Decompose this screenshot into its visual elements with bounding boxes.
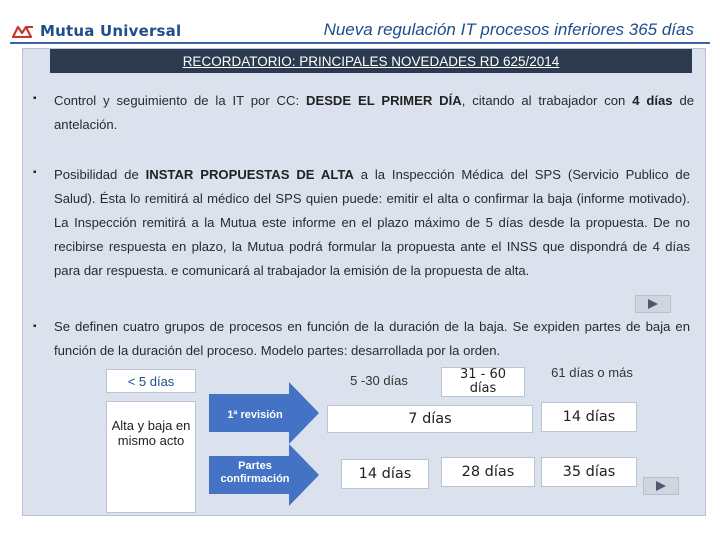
cell-confirm-35-dias: 35 días	[541, 457, 637, 487]
header-31-60-days: 31 - 60 días	[441, 367, 525, 397]
logo-text: Mutua Universal	[40, 22, 182, 40]
bullet-1-bold: DESDE EL PRIMER DÍA	[306, 93, 462, 108]
bullet-1-text	[54, 89, 694, 137]
bullet-2-text	[54, 163, 690, 283]
bullet-marker: ▪	[33, 321, 37, 332]
bullet-marker: ▪	[33, 167, 37, 178]
bullet-1-part: de antelación.	[54, 93, 695, 132]
play-button[interactable]	[635, 295, 671, 313]
arrow-label-confirmation: Partes confirmación	[220, 460, 290, 485]
bullet-1-bold: 4 días	[632, 93, 673, 108]
bullet-3-text: Se definen cuatro grupos de procesos en función de la duración de la baja. Se expiden partes de baja en función de la duración del proceso. Modelo partes: desarrollada por la orden.	[54, 319, 690, 358]
arrow-label-revision: 1ª revisión	[227, 409, 283, 421]
bullet-2-part: a la Inspección Médica del SPS (Servicio Publico de Salud). Ésta lo remitirá al médico del SPS quien puede: emitir el alta o confirmar la baja (informe motivado). La Inspección remitirá a la Mutua este informe en el plazo máximo de 5 días desde la propuesta. De no recibirse respuesta en plazo, la Mutua podrá formular la propuesta ante el INSS que dispondrá de 4 días para dar respuesta. e comunicará al trabajador la emisión de la propuesta de alta.	[54, 167, 690, 278]
page-title: Nueva regulación IT procesos inferiores 365 días	[323, 20, 694, 39]
bullet-1-part: , citando al trabajador con	[461, 93, 633, 108]
cell-alta-baja: Alta y baja en mismo acto	[106, 401, 196, 513]
cell-revision-7-dias: 7 días	[327, 405, 533, 433]
play-button[interactable]	[643, 477, 679, 495]
banner-title: RECORDATORIO: PRINCIPALES NOVEDADES RD 625/2014	[50, 49, 692, 73]
bullet-marker: ▪	[33, 93, 37, 104]
mutua-logo-icon	[12, 24, 34, 38]
play-icon	[648, 299, 658, 309]
header-5-30-days: 5 -30 días	[350, 373, 408, 388]
slide-panel	[22, 48, 706, 516]
play-icon	[656, 481, 666, 491]
header-under-5-days: < 5 días	[106, 369, 196, 393]
header-divider	[10, 42, 710, 44]
cell-revision-14-dias: 14 días	[541, 402, 637, 432]
cell-confirm-28-dias: 28 días	[441, 457, 535, 487]
bullet-2-part: Posibilidad de	[54, 167, 146, 182]
bullet-2-bold: INSTAR PROPUESTAS DE ALTA	[145, 167, 354, 182]
cell-confirm-14-dias: 14 días	[341, 459, 429, 489]
bullet-1-part: Control y seguimiento de la IT por CC:	[54, 93, 306, 108]
header-61-plus-days: 61 días o más	[551, 365, 633, 380]
mutua-logo	[12, 22, 181, 40]
